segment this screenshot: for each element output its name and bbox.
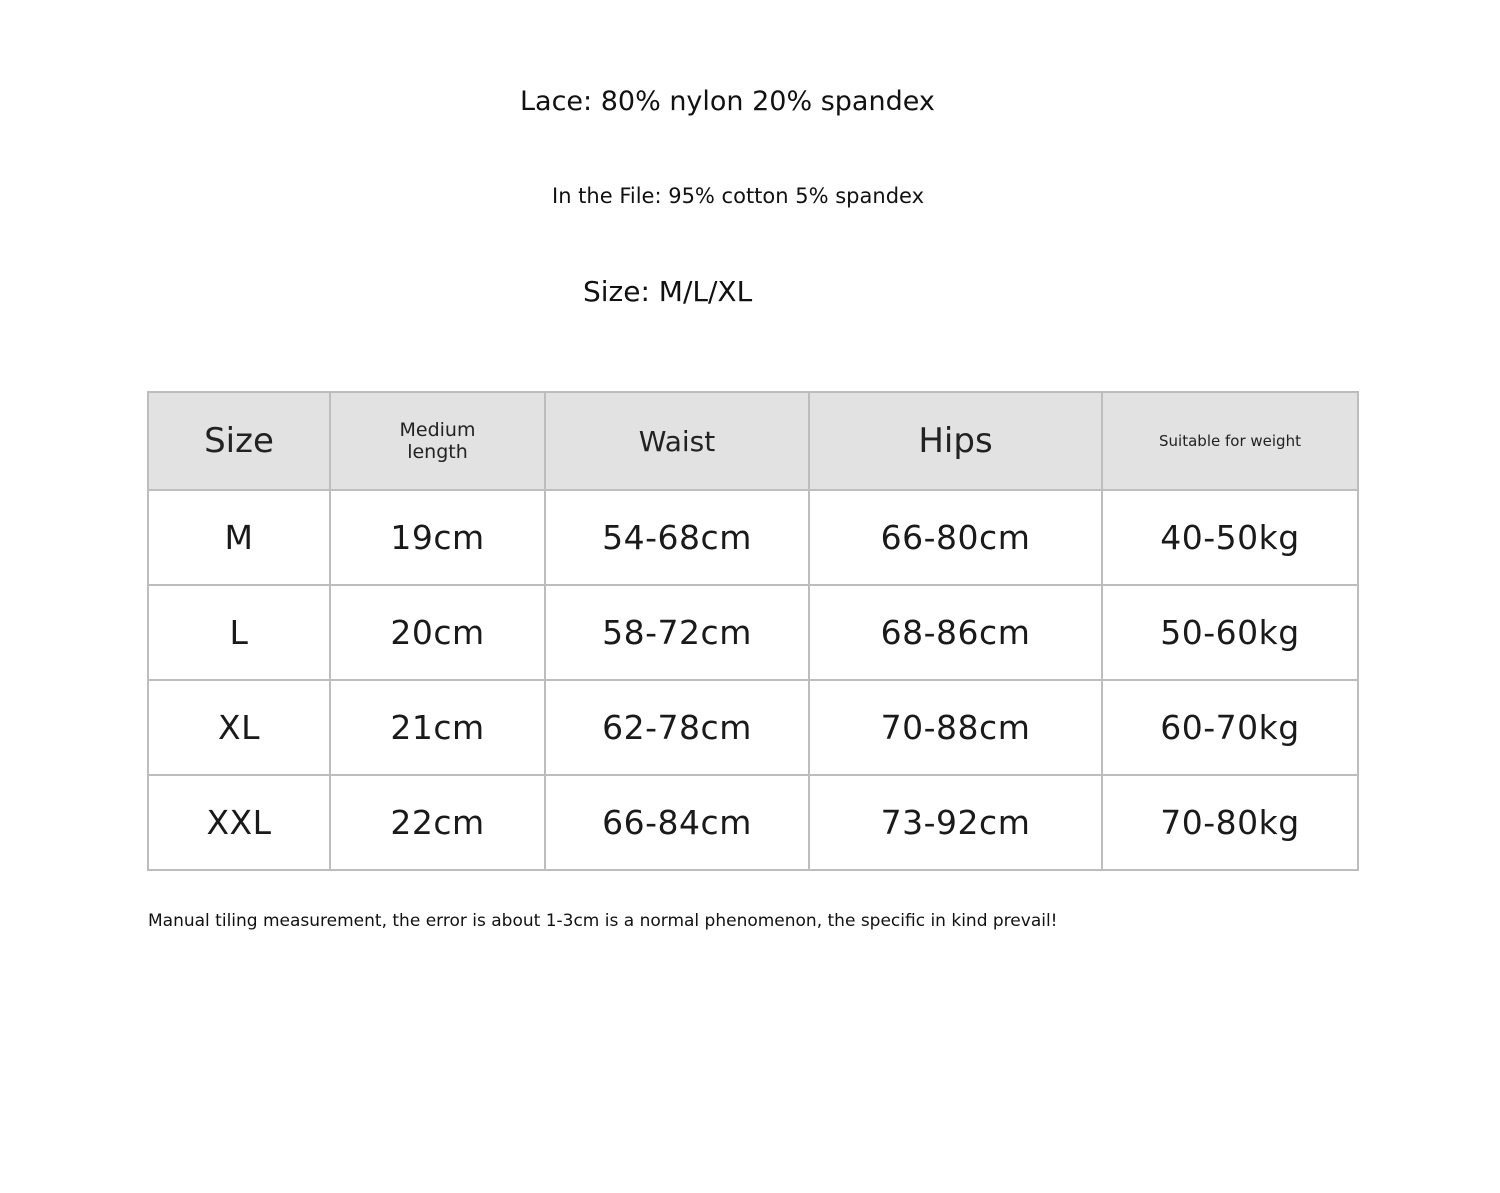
lining-composition: In the File: 95% cotton 5% spandex [552, 184, 925, 208]
table-row [148, 775, 1358, 870]
table-row [148, 585, 1358, 680]
size-chart-table [147, 391, 1359, 871]
cell-size: XXL [148, 775, 330, 870]
cell-length: 22cm [330, 775, 545, 870]
cell-waist: 62-78cm [545, 680, 809, 775]
cell-waist: 58-72cm [545, 585, 809, 680]
column-header-length-line1: Medium [399, 419, 476, 441]
table-header-row [148, 392, 1358, 490]
column-header-length [330, 392, 545, 490]
cell-weight: 40-50kg [1102, 490, 1358, 585]
lace-composition: Lace: 80% nylon 20% spandex [520, 86, 935, 117]
cell-length: 19cm [330, 490, 545, 585]
column-header-length-line2: length [407, 441, 468, 463]
cell-hips: 70-88cm [809, 680, 1102, 775]
column-header-size: Size [148, 392, 330, 490]
measurement-note: Manual tiling measurement, the error is about 1-3cm is a normal phenomenon, the specific in kind prevail! [148, 911, 1058, 931]
cell-weight: 70-80kg [1102, 775, 1358, 870]
cell-hips: 68-86cm [809, 585, 1102, 680]
cell-hips: 66-80cm [809, 490, 1102, 585]
cell-length: 20cm [330, 585, 545, 680]
column-header-hips: Hips [809, 392, 1102, 490]
cell-size: XL [148, 680, 330, 775]
cell-size: L [148, 585, 330, 680]
cell-weight: 60-70kg [1102, 680, 1358, 775]
cell-weight: 50-60kg [1102, 585, 1358, 680]
table-row [148, 680, 1358, 775]
column-header-weight: Suitable for weight [1102, 392, 1358, 490]
available-sizes: Size: M/L/XL [583, 275, 753, 308]
cell-length: 21cm [330, 680, 545, 775]
table-row [148, 490, 1358, 585]
cell-waist: 54-68cm [545, 490, 809, 585]
cell-hips: 73-92cm [809, 775, 1102, 870]
cell-size: M [148, 490, 330, 585]
column-header-waist: Waist [545, 392, 809, 490]
cell-waist: 66-84cm [545, 775, 809, 870]
